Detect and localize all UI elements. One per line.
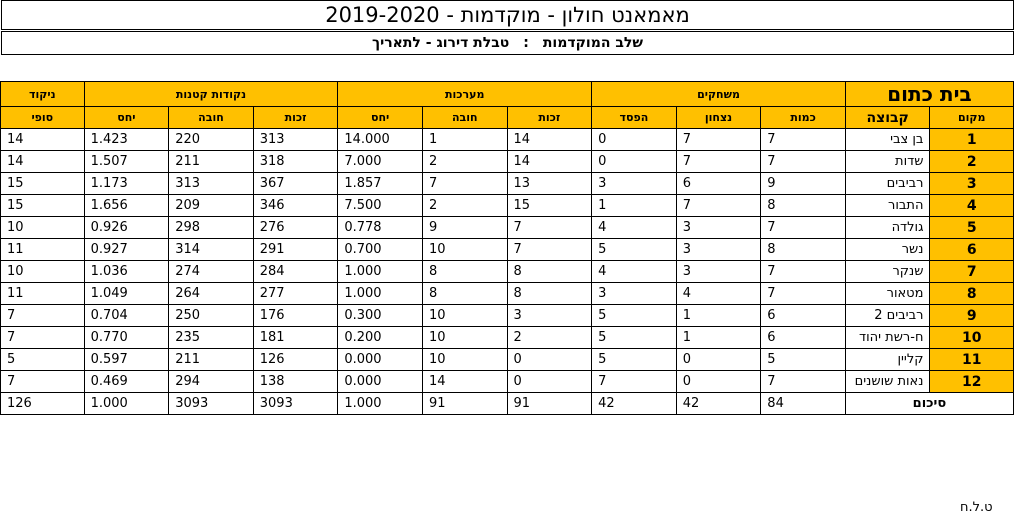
points-ratio-cell: 1.049 <box>84 283 169 305</box>
sets-won-cell: 8 <box>507 261 592 283</box>
sets-ratio-cell: 1.000 <box>338 283 423 305</box>
won-cell: 0 <box>676 349 761 371</box>
team-cell: בן צבי <box>845 129 930 151</box>
sets-lost-cell: 10 <box>422 239 507 261</box>
sets-ratio-header: יחס <box>338 107 423 129</box>
sets-lost-cell: 10 <box>422 305 507 327</box>
table-row <box>1 151 1014 173</box>
points-ratio-cell: 1.173 <box>84 173 169 195</box>
sets-lost-cell: 8 <box>422 283 507 305</box>
sets-won-cell: 15 <box>507 195 592 217</box>
team-cell: נאות שושנים <box>845 371 930 393</box>
points-lost-cell: 314 <box>169 239 254 261</box>
score-cell: 11 <box>1 239 85 261</box>
rank-cell: 1 <box>930 129 1014 151</box>
sets-won-cell: 7 <box>507 239 592 261</box>
points-won-cell: 126 <box>253 349 338 371</box>
rank-cell: 3 <box>930 173 1014 195</box>
total-sets-won-cell: 91 <box>507 393 592 415</box>
total-lost-cell: 42 <box>592 393 677 415</box>
sets-header: מערכות <box>338 82 592 107</box>
rank-cell: 12 <box>930 371 1014 393</box>
table-row <box>1 349 1014 371</box>
sets-ratio-cell: 14.000 <box>338 129 423 151</box>
sets-lost-cell: 2 <box>422 195 507 217</box>
sets-ratio-cell: 0.000 <box>338 371 423 393</box>
sets-ratio-cell: 0.778 <box>338 217 423 239</box>
sets-won-cell: 0 <box>507 349 592 371</box>
rank-cell: 4 <box>930 195 1014 217</box>
won-cell: 4 <box>676 283 761 305</box>
lost-header: הפסד <box>592 107 677 129</box>
rank-cell: 5 <box>930 217 1014 239</box>
won-cell: 1 <box>676 327 761 349</box>
score-cell: 7 <box>1 327 85 349</box>
won-cell: 7 <box>676 129 761 151</box>
points-lost-cell: 211 <box>169 349 254 371</box>
points-lost-cell: 220 <box>169 129 254 151</box>
rank-cell: 10 <box>930 327 1014 349</box>
footer-note: ט.ל.ח <box>960 500 993 515</box>
won-cell: 7 <box>676 195 761 217</box>
lost-cell: 5 <box>592 349 677 371</box>
total-points-won-cell: 3093 <box>253 393 338 415</box>
sets-won-cell: 3 <box>507 305 592 327</box>
points-ratio-cell: 1.656 <box>84 195 169 217</box>
lost-cell: 5 <box>592 239 677 261</box>
played-cell: 7 <box>761 151 846 173</box>
points-lost-cell: 209 <box>169 195 254 217</box>
header-row-columns <box>1 107 1014 129</box>
points-won-cell: 181 <box>253 327 338 349</box>
won-cell: 3 <box>676 239 761 261</box>
points-lost-cell: 274 <box>169 261 254 283</box>
sets-ratio-cell: 7.000 <box>338 151 423 173</box>
points-won-cell: 176 <box>253 305 338 327</box>
points-lost-cell: 235 <box>169 327 254 349</box>
sets-won-cell: 8 <box>507 283 592 305</box>
played-cell: 7 <box>761 129 846 151</box>
total-points-lost-cell: 3093 <box>169 393 254 415</box>
played-cell: 8 <box>761 195 846 217</box>
table-row <box>1 305 1014 327</box>
sets-ratio-cell: 7.500 <box>338 195 423 217</box>
score-cell: 5 <box>1 349 85 371</box>
score-cell: 14 <box>1 129 85 151</box>
points-ratio-cell: 0.597 <box>84 349 169 371</box>
lost-cell: 3 <box>592 173 677 195</box>
points-header: נקודות קטנות <box>84 82 338 107</box>
table-row <box>1 371 1014 393</box>
place-header: מקום <box>930 107 1014 129</box>
points-lost-cell: 250 <box>169 305 254 327</box>
points-ratio-cell: 0.770 <box>84 327 169 349</box>
points-ratio-cell: 1.423 <box>84 129 169 151</box>
points-won-cell: 277 <box>253 283 338 305</box>
lost-cell: 0 <box>592 129 677 151</box>
played-cell: 6 <box>761 305 846 327</box>
sets-lost-cell: 2 <box>422 151 507 173</box>
points-won-cell: 318 <box>253 151 338 173</box>
sets-ratio-cell: 1.857 <box>338 173 423 195</box>
points-ratio-header: יחס <box>84 107 169 129</box>
points-ratio-cell: 0.926 <box>84 217 169 239</box>
played-cell: 5 <box>761 349 846 371</box>
won-cell: 3 <box>676 217 761 239</box>
team-cell: רביבים <box>845 173 930 195</box>
points-won-cell: 138 <box>253 371 338 393</box>
points-won-header: זכות <box>253 107 338 129</box>
score-cell: 14 <box>1 151 85 173</box>
points-lost-cell: 211 <box>169 151 254 173</box>
points-won-cell: 313 <box>253 129 338 151</box>
lost-cell: 1 <box>592 195 677 217</box>
won-cell: 6 <box>676 173 761 195</box>
score-cell: 15 <box>1 173 85 195</box>
lost-cell: 5 <box>592 327 677 349</box>
points-ratio-cell: 0.704 <box>84 305 169 327</box>
team-cell: קליין <box>845 349 930 371</box>
team-cell: גולדה <box>845 217 930 239</box>
table-row <box>1 129 1014 151</box>
subtitle-separator: : <box>523 35 529 51</box>
score-cell: 10 <box>1 261 85 283</box>
played-cell: 6 <box>761 327 846 349</box>
points-ratio-cell: 0.927 <box>84 239 169 261</box>
points-ratio-cell: 1.507 <box>84 151 169 173</box>
points-lost-cell: 264 <box>169 283 254 305</box>
won-cell: 7 <box>676 151 761 173</box>
total-won-cell: 42 <box>676 393 761 415</box>
team-cell: שדות <box>845 151 930 173</box>
rank-cell: 11 <box>930 349 1014 371</box>
total-sets-ratio-cell: 1.000 <box>338 393 423 415</box>
header-row-groups <box>1 82 1014 107</box>
games-header: משחקים <box>592 82 846 107</box>
sets-won-cell: 13 <box>507 173 592 195</box>
page-title: מאמאנט חולון - מוקדמות - 2019-2020 <box>1 0 1014 30</box>
points-lost-cell: 294 <box>169 371 254 393</box>
lost-cell: 4 <box>592 261 677 283</box>
team-cell: ח-רשת יהוד <box>845 327 930 349</box>
table-row <box>1 327 1014 349</box>
score-cell: 15 <box>1 195 85 217</box>
won-cell: 0 <box>676 371 761 393</box>
sets-lost-cell: 10 <box>422 349 507 371</box>
sets-lost-cell: 14 <box>422 371 507 393</box>
sets-won-cell: 14 <box>507 129 592 151</box>
points-won-cell: 284 <box>253 261 338 283</box>
sets-ratio-cell: 0.200 <box>338 327 423 349</box>
sets-won-cell: 7 <box>507 217 592 239</box>
points-lost-header: חובה <box>169 107 254 129</box>
sets-won-cell: 14 <box>507 151 592 173</box>
totals-row <box>1 393 1014 415</box>
sets-lost-cell: 1 <box>422 129 507 151</box>
group-name-cell: בית כתום <box>845 82 1013 107</box>
sets-lost-cell: 9 <box>422 217 507 239</box>
played-header: כמות <box>761 107 846 129</box>
total-score-cell: 126 <box>1 393 85 415</box>
final-score-header: סופי <box>1 107 85 129</box>
played-cell: 9 <box>761 173 846 195</box>
points-won-cell: 276 <box>253 217 338 239</box>
total-points-ratio-cell: 1.000 <box>84 393 169 415</box>
lost-cell: 4 <box>592 217 677 239</box>
sets-ratio-cell: 0.700 <box>338 239 423 261</box>
sets-won-cell: 0 <box>507 371 592 393</box>
score-cell: 7 <box>1 305 85 327</box>
total-sets-lost-cell: 91 <box>422 393 507 415</box>
played-cell: 8 <box>761 239 846 261</box>
rank-cell: 9 <box>930 305 1014 327</box>
score-header: ניקוד <box>1 82 85 107</box>
points-ratio-cell: 0.469 <box>84 371 169 393</box>
sets-won-cell: 2 <box>507 327 592 349</box>
stage-label: שלב המוקדמות <box>542 35 643 51</box>
rank-cell: 8 <box>930 283 1014 305</box>
total-played-cell: 84 <box>761 393 846 415</box>
played-cell: 7 <box>761 261 846 283</box>
subtitle-bar <box>1 31 1014 55</box>
won-cell: 3 <box>676 261 761 283</box>
sets-lost-cell: 10 <box>422 327 507 349</box>
table-date-label: טבלת דירוג - לתאריך <box>372 35 510 51</box>
table-row <box>1 283 1014 305</box>
table-row <box>1 217 1014 239</box>
rank-cell: 2 <box>930 151 1014 173</box>
score-cell: 11 <box>1 283 85 305</box>
standings-table <box>0 81 1014 415</box>
lost-cell: 7 <box>592 371 677 393</box>
points-lost-cell: 313 <box>169 173 254 195</box>
team-cell: נשר <box>845 239 930 261</box>
sets-won-header: זכות <box>507 107 592 129</box>
sets-ratio-cell: 1.000 <box>338 261 423 283</box>
sets-ratio-cell: 0.000 <box>338 349 423 371</box>
sets-lost-cell: 8 <box>422 261 507 283</box>
team-cell: מטאור <box>845 283 930 305</box>
team-cell: התבור <box>845 195 930 217</box>
points-won-cell: 346 <box>253 195 338 217</box>
played-cell: 7 <box>761 217 846 239</box>
lost-cell: 5 <box>592 305 677 327</box>
rank-cell: 6 <box>930 239 1014 261</box>
team-header: קבוצה <box>845 107 930 129</box>
rank-cell: 7 <box>930 261 1014 283</box>
won-cell: 1 <box>676 305 761 327</box>
points-lost-cell: 298 <box>169 217 254 239</box>
sets-lost-cell: 7 <box>422 173 507 195</box>
table-row <box>1 239 1014 261</box>
points-ratio-cell: 1.036 <box>84 261 169 283</box>
played-cell: 7 <box>761 283 846 305</box>
team-cell: רביבים 2 <box>845 305 930 327</box>
table-row <box>1 261 1014 283</box>
team-cell: שנקר <box>845 261 930 283</box>
points-won-cell: 291 <box>253 239 338 261</box>
score-cell: 10 <box>1 217 85 239</box>
points-won-cell: 367 <box>253 173 338 195</box>
played-cell: 7 <box>761 371 846 393</box>
sets-lost-header: חובה <box>422 107 507 129</box>
totals-label: סיכום <box>845 393 1013 415</box>
table-row <box>1 195 1014 217</box>
lost-cell: 3 <box>592 283 677 305</box>
sets-ratio-cell: 0.300 <box>338 305 423 327</box>
table-row <box>1 173 1014 195</box>
score-cell: 7 <box>1 371 85 393</box>
lost-cell: 0 <box>592 151 677 173</box>
won-header: נצחון <box>676 107 761 129</box>
